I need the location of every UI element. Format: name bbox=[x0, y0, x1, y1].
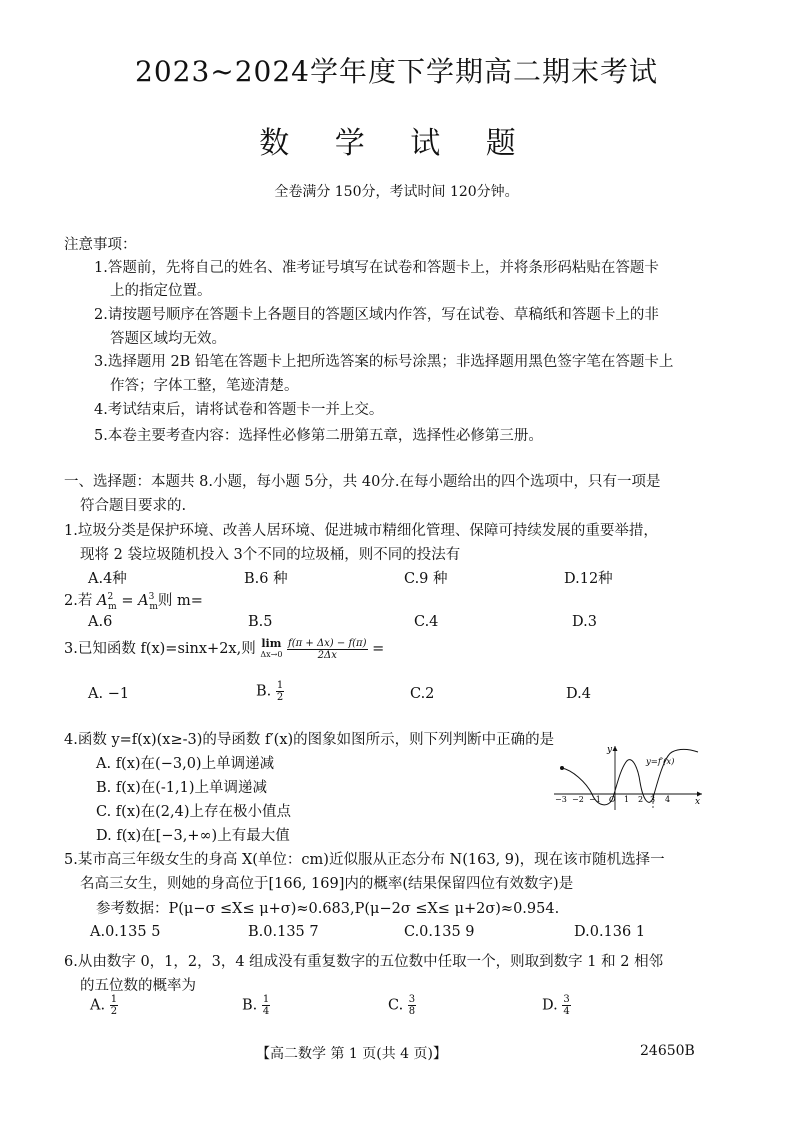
q6-stem-cont: 的五位数的概率为 bbox=[80, 978, 196, 994]
x-axis-label: x bbox=[695, 797, 701, 807]
q3-stem: 3.已知函数 f(x)=sinx+2x,则 lim Δx→0 $\frac{f(\pi + \Delta x) - f(\pi)}{2\Delta x}$ = bbox=[64, 637, 385, 661]
note-item: 答题区域均无效。 bbox=[110, 331, 226, 347]
note-item: 5.本卷主要考查内容：选择性必修第二册第五章，选择性必修第三册。 bbox=[94, 428, 543, 444]
q1-option-a: A.4种 bbox=[88, 571, 127, 587]
y-axis-label: y bbox=[607, 745, 613, 755]
tick-label: 2 bbox=[638, 795, 644, 804]
note-item: 1.答题前，先将自己的姓名、准考证号填写在试卷和答题卡上，并将条形码粘贴在答题卡 bbox=[94, 260, 659, 276]
q4-option-a: A. f(x)在(−3,0)上单调递减 bbox=[96, 756, 275, 772]
q3-fraction: $\frac{f(\pi + \Delta x) - f(\pi)}{2\Delta x}$ bbox=[288, 637, 367, 661]
q5-option-a: A.0.135 5 bbox=[90, 924, 161, 940]
section-heading: 一、选择题：本题共 8.小题，每小题 5分，共 40分.在每小题给出的四个选项中，只有一项是 bbox=[64, 474, 661, 490]
q1-option-b: B.6 种 bbox=[244, 571, 288, 587]
x-axis-arrow bbox=[697, 792, 702, 797]
tick-label: −2 bbox=[572, 795, 584, 804]
q1-option-c: C.9 种 bbox=[404, 571, 448, 587]
q3-option-c: C.2 bbox=[410, 686, 435, 702]
exam-info: 全卷满分 150分，考试时间 120分钟。 bbox=[274, 184, 519, 200]
note-item: 作答；字体工整，笔迹清楚。 bbox=[110, 378, 299, 394]
section-heading-cont: 符合题目要求的. bbox=[80, 498, 187, 514]
y-axis-arrow bbox=[613, 746, 618, 751]
tick-label: 1 bbox=[624, 795, 630, 804]
q1-stem-cont: 现将 2 袋垃圾随机投入 3个不同的垃圾桶，则不同的投法有 bbox=[80, 547, 461, 563]
tick-label: 3 bbox=[650, 795, 656, 804]
q3-limit: lim Δx→0 bbox=[260, 637, 283, 659]
q3-option-d: D.4 bbox=[566, 686, 591, 702]
q5-option-b: B.0.135 7 bbox=[248, 924, 319, 940]
q6-stem: 6.从由数字 0，1，2，3，4 组成没有重复数字的五位数中任取一个，则取到数字 1 和 2 相邻 bbox=[64, 954, 664, 970]
q5-stem: 5.某市高三年级女生的身高 X(单位：cm)近似服从正态分布 N(163, 9)，现在该市随机选择一 bbox=[64, 852, 665, 868]
curve-label: y=f′(x) bbox=[646, 757, 675, 767]
note-item: 上的指定位置。 bbox=[110, 283, 212, 299]
q5-stem-cont: 名高三女生，则她的身高位于[166, 169]内的概率(结果保留四位有效数字)是 bbox=[80, 876, 574, 892]
q3-option-b: B. $\frac{1}{2}$ bbox=[256, 680, 284, 703]
q6-option-d: D. $\frac{3}{4}$ bbox=[542, 994, 570, 1017]
notes-heading: 注意事项： bbox=[64, 237, 137, 253]
q4-option-c: C. f(x)在(2,4)上存在极小值点 bbox=[96, 804, 292, 820]
exam-title: 2023~2024学年度下学期高二期末考试 bbox=[135, 55, 658, 88]
q6-option-c: C. $\frac{3}{8}$ bbox=[388, 994, 416, 1017]
tick-label: O bbox=[609, 795, 616, 804]
q6-option-b: B. $\frac{1}{4}$ bbox=[242, 994, 270, 1017]
q4-option-b: B. f(x)在(-1,1)上单调递减 bbox=[96, 780, 268, 796]
subject-title: 数 学 试 题 bbox=[259, 126, 534, 161]
derivative-graph bbox=[552, 742, 708, 812]
page-footer: 【高二数学 第 1 页(共 4 页)】 bbox=[256, 1046, 447, 1062]
q2-option-a: A.6 bbox=[88, 614, 113, 630]
q4-stem: 4.函数 y=f(x)(x≥-3)的导函数 f′(x)的图象如图所示，则下列判断中正确的是 bbox=[64, 732, 555, 748]
q5-option-c: C.0.135 9 bbox=[404, 924, 475, 940]
q2-option-d: D.3 bbox=[572, 614, 597, 630]
note-item: 4.考试结束后，请将试卷和答题卡一并上交。 bbox=[94, 402, 384, 418]
q3-option-a: A. −1 bbox=[88, 686, 130, 702]
q2-stem: 2.若 $A^2_m = A^3_m$则 m= bbox=[64, 592, 203, 612]
q4-option-d: D. f(x)在[−3,+∞)上有最大值 bbox=[96, 828, 290, 844]
tick-label: −1 bbox=[589, 795, 601, 804]
paper-code: 24650B bbox=[640, 1043, 695, 1059]
q6-option-a: A. $\frac{1}{2}$ bbox=[90, 994, 118, 1017]
note-item: 2.请按题号顺序在答题卡上各题目的答题区域内作答，写在试卷、草稿纸和答题卡上的非 bbox=[94, 307, 659, 323]
q1-option-d: D.12种 bbox=[564, 571, 613, 587]
q1-stem: 1.垃圾分类是保护环境、改善人居环境、促进城市精细化管理、保障可持续发展的重要举措， bbox=[64, 523, 658, 539]
q5-reference-data: 参考数据：P(μ−σ ≤X≤ μ+σ)≈0.683,P(μ−2σ ≤X≤ μ+2σ)≈0.954. bbox=[96, 901, 560, 917]
q2-option-c: C.4 bbox=[414, 614, 439, 630]
q2-option-b: B.5 bbox=[248, 614, 273, 630]
tick-label: −3 bbox=[555, 795, 567, 804]
q5-option-d: D.0.136 1 bbox=[574, 924, 646, 940]
note-item: 3.选择题用 2B 铅笔在答题卡上把所选答案的标号涂黑；非选择题用黑色签字笔在答题卡上 bbox=[94, 354, 674, 370]
tick-label: 4 bbox=[665, 795, 671, 804]
